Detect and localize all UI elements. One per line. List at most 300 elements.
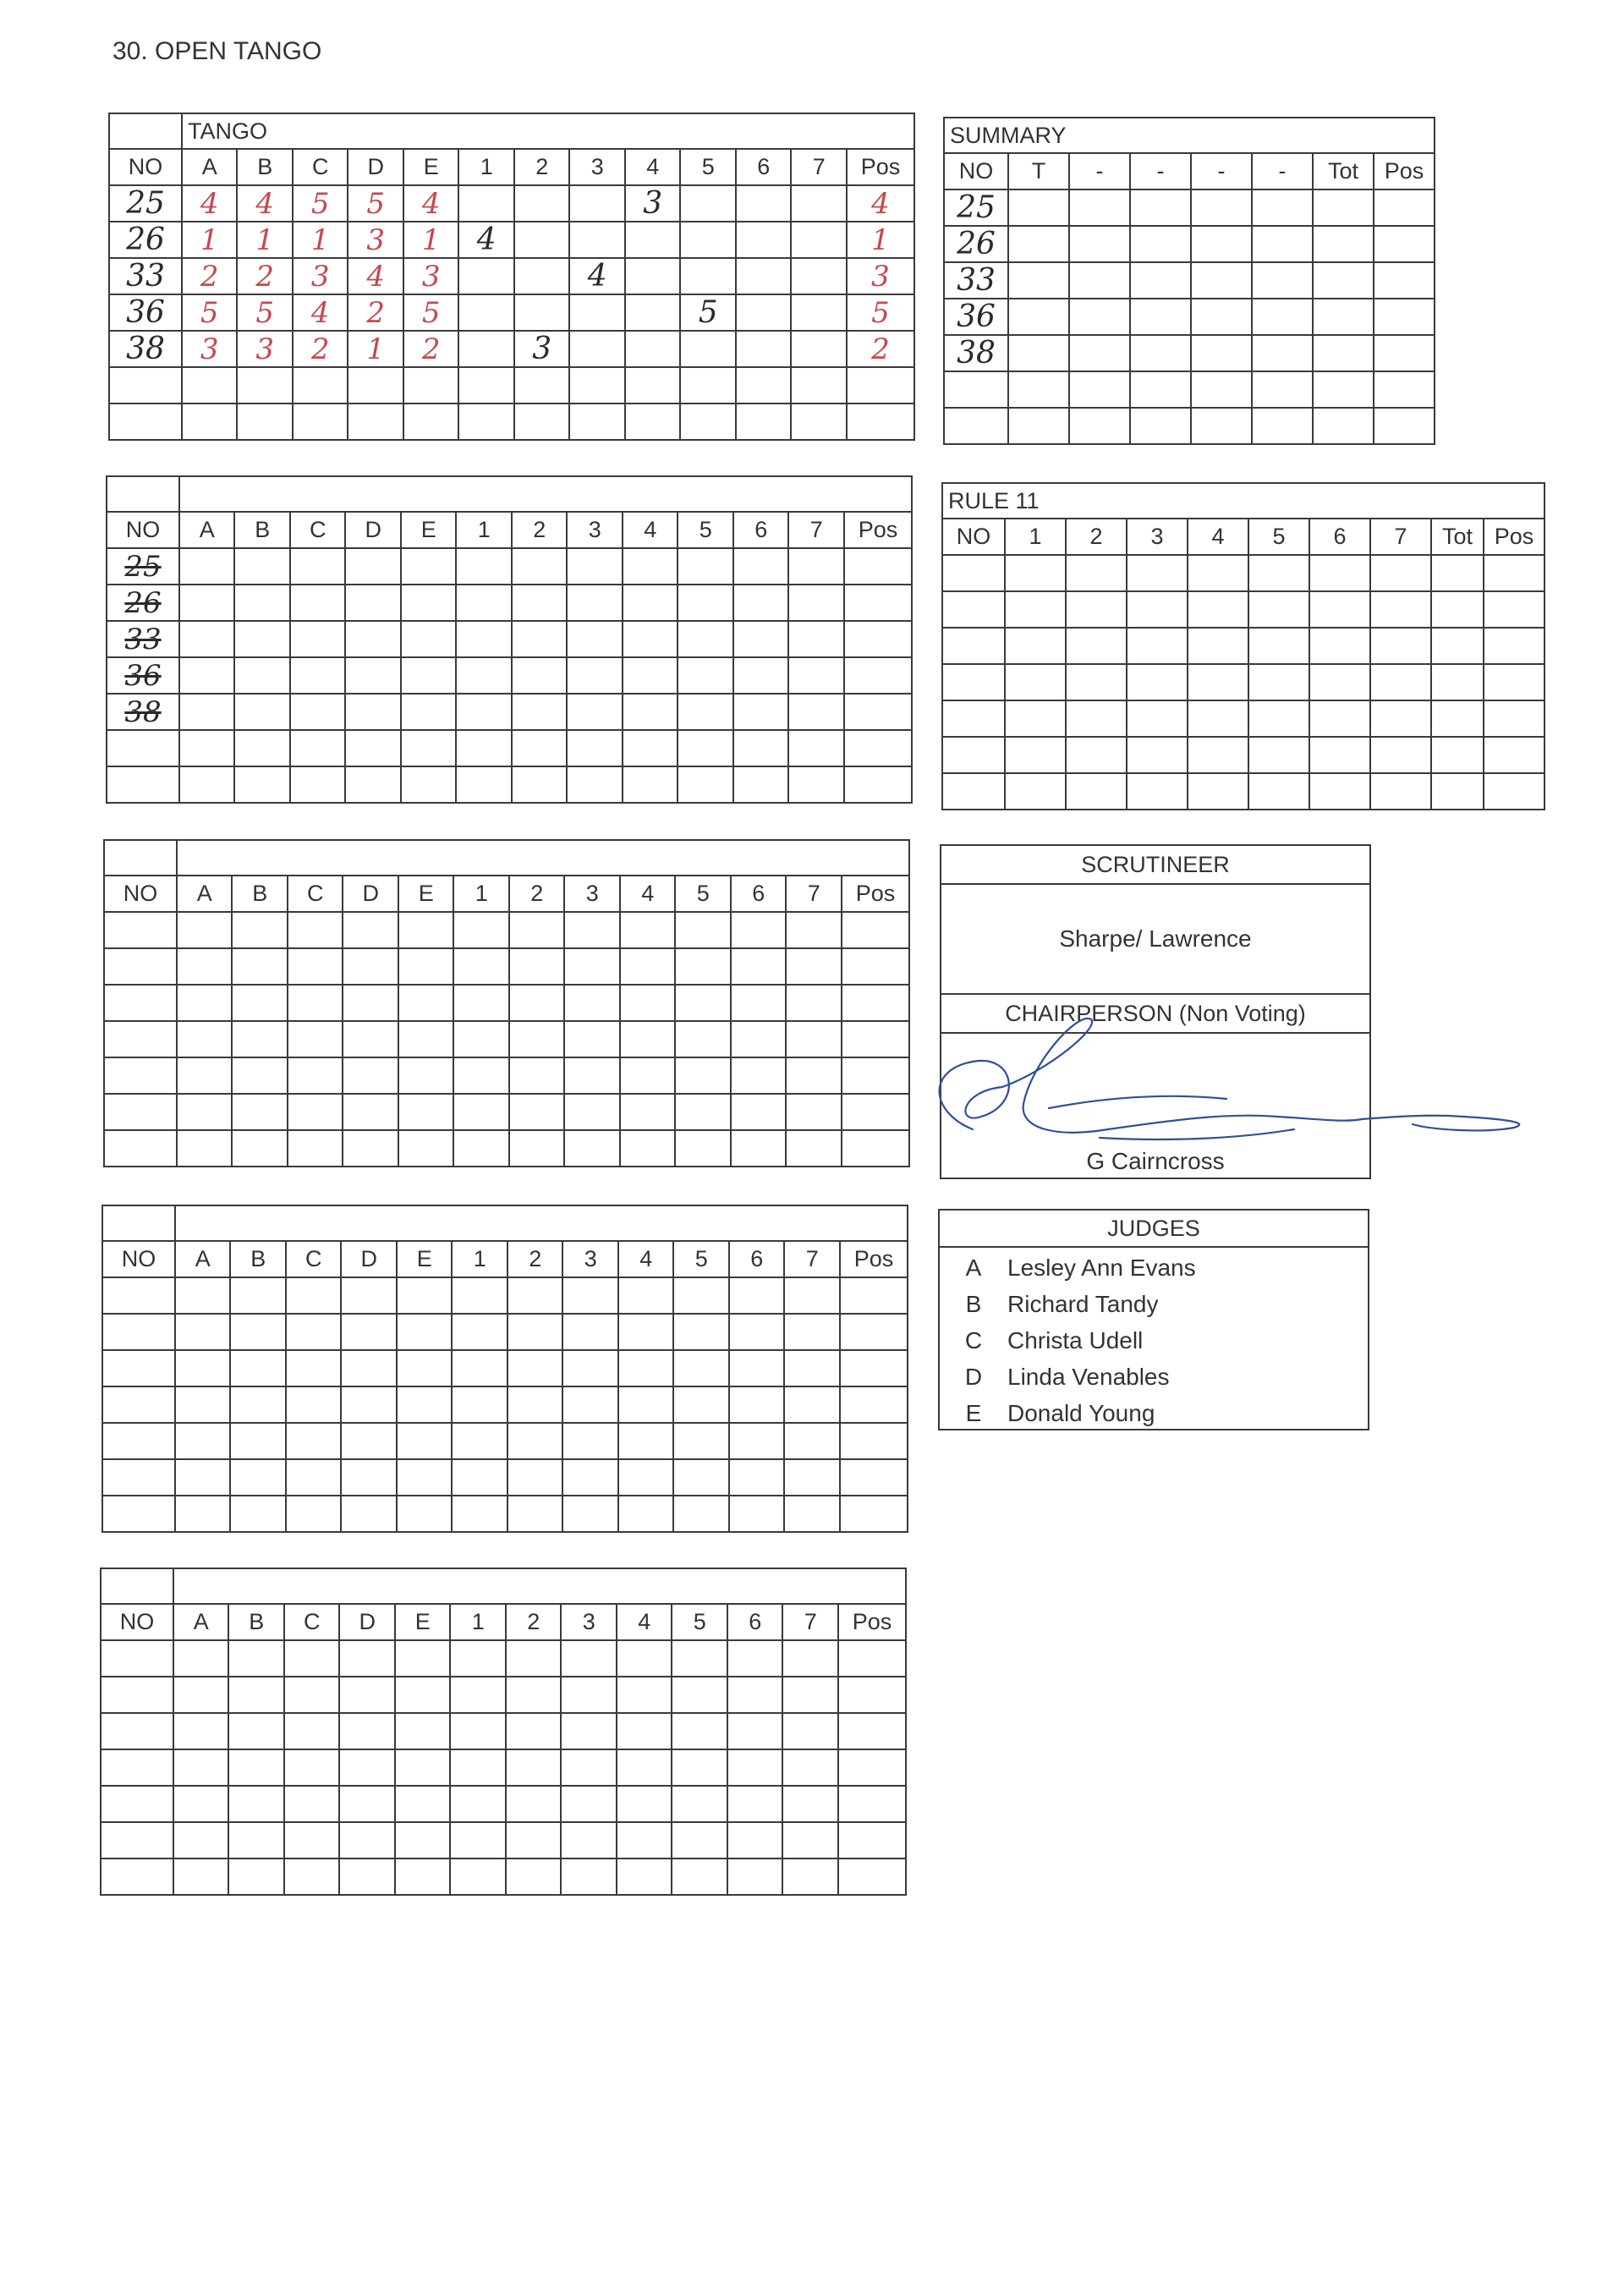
mark-cell xyxy=(844,621,912,657)
mark-cell xyxy=(784,1496,840,1532)
rule11-cell xyxy=(942,628,1005,664)
mark-cell xyxy=(339,1640,395,1677)
mark-cell xyxy=(401,657,457,694)
rule11-cell xyxy=(1188,737,1248,773)
mark-cell xyxy=(348,222,403,258)
mark-cell xyxy=(397,1459,453,1496)
mark-cell xyxy=(458,185,514,222)
summary-cell xyxy=(1191,335,1252,371)
judge-mark: 3 xyxy=(200,332,219,366)
mark-cell xyxy=(736,331,792,367)
summary-cell xyxy=(1130,371,1191,408)
mark-cell xyxy=(509,1021,565,1057)
mark-cell xyxy=(104,948,177,985)
mark-cell xyxy=(840,1314,908,1350)
col-header: NO xyxy=(944,153,1008,189)
summary-cell xyxy=(1069,226,1130,262)
mark-cell xyxy=(293,294,348,331)
mark-cell xyxy=(102,1314,175,1350)
mark-cell xyxy=(678,730,733,766)
struck-couple-number: 25 xyxy=(124,549,162,584)
table-row xyxy=(102,1459,908,1496)
mark-cell xyxy=(736,222,792,258)
mark-cell xyxy=(838,1749,906,1786)
mark-cell xyxy=(230,1459,286,1496)
mark-cell xyxy=(727,1640,783,1677)
struck-couple-number: 26 xyxy=(124,585,162,620)
mark-cell xyxy=(109,185,182,222)
mark-cell xyxy=(623,657,678,694)
col-header: 1 xyxy=(450,1604,506,1640)
struck-couple-number: 36 xyxy=(124,658,162,693)
summary-cell xyxy=(1069,189,1130,226)
mark-cell xyxy=(286,1314,342,1350)
mark-cell xyxy=(512,548,568,585)
mark-cell xyxy=(348,185,403,222)
mark-cell xyxy=(109,222,182,258)
mark-cell xyxy=(620,1057,676,1094)
summary-cell xyxy=(1191,262,1252,299)
mark-cell xyxy=(234,694,290,730)
mark-cell xyxy=(182,331,238,367)
col-header: D xyxy=(343,876,398,912)
mark-cell xyxy=(561,1859,617,1895)
mark-cell xyxy=(109,367,182,404)
rule11-table xyxy=(941,482,1545,810)
sheet-dance-title xyxy=(175,1205,908,1241)
judge-mark: 3 xyxy=(421,259,441,294)
mark-cell xyxy=(286,1459,342,1496)
mark-cell xyxy=(452,1314,508,1350)
table-row xyxy=(107,585,912,621)
couple-number: 38 xyxy=(126,332,165,366)
mark-cell xyxy=(179,694,235,730)
mark-cell xyxy=(234,621,290,657)
summary-cell xyxy=(1374,408,1435,444)
mark-cell xyxy=(569,294,625,331)
mark-cell xyxy=(179,657,235,694)
mark-cell xyxy=(237,294,293,331)
mark-cell xyxy=(509,1130,565,1167)
mark-cell xyxy=(398,1094,454,1130)
rule11-cell xyxy=(1484,555,1544,591)
rule11-cell xyxy=(1370,700,1431,737)
mark-cell xyxy=(395,1640,451,1677)
col-header: 4 xyxy=(617,1604,672,1640)
summary-cell xyxy=(1130,299,1191,335)
mark-cell xyxy=(561,1786,617,1822)
mark-cell xyxy=(397,1423,453,1459)
rule11-cell xyxy=(1484,591,1544,628)
mark-cell xyxy=(736,367,792,404)
mark-cell xyxy=(729,1350,785,1386)
mark-cell xyxy=(177,1130,233,1167)
mark-cell xyxy=(509,948,565,985)
col-header: B xyxy=(232,876,288,912)
mark-cell xyxy=(617,1822,672,1859)
mark-cell xyxy=(104,985,177,1021)
mark-cell xyxy=(453,1130,509,1167)
mark-cell xyxy=(456,548,512,585)
sheet-corner-cell xyxy=(107,476,179,512)
mark-cell xyxy=(788,730,844,766)
mark-cell xyxy=(567,657,623,694)
col-header: Pos xyxy=(844,512,912,548)
mark-cell xyxy=(101,1749,173,1786)
mark-cell xyxy=(672,1713,727,1749)
col-header: E xyxy=(397,1241,453,1277)
mark-cell xyxy=(175,1423,231,1459)
rule11-cell xyxy=(1005,773,1066,810)
col-header: 7 xyxy=(786,876,842,912)
mark-cell xyxy=(678,585,733,621)
mark-cell xyxy=(286,1350,342,1386)
mark-cell xyxy=(847,294,914,331)
mark-cell xyxy=(343,985,398,1021)
mark-cell xyxy=(343,1057,398,1094)
mark-cell xyxy=(290,548,346,585)
mark-cell xyxy=(625,258,681,294)
mark-cell xyxy=(620,912,676,948)
summary-cell xyxy=(1252,262,1313,299)
mark-cell xyxy=(452,1386,508,1423)
table-row xyxy=(101,1640,906,1677)
mark-cell xyxy=(341,1496,397,1532)
summary-cell xyxy=(944,226,1008,262)
mark-cell xyxy=(675,1057,731,1094)
rule11-cell xyxy=(1005,628,1066,664)
mark-cell xyxy=(733,694,789,730)
mark-cell xyxy=(678,694,733,730)
col-header: - xyxy=(1069,153,1130,189)
mark-cell xyxy=(179,621,235,657)
mark-cell xyxy=(729,1277,785,1314)
summary-cell xyxy=(944,189,1008,226)
table-row xyxy=(104,1021,909,1057)
mark-cell xyxy=(844,585,912,621)
placing: 2 xyxy=(871,332,890,366)
mark-cell xyxy=(623,730,678,766)
mark-cell xyxy=(398,1021,454,1057)
rule11-cell xyxy=(1127,773,1188,810)
col-header: 5 xyxy=(675,876,731,912)
mark-cell xyxy=(293,404,348,440)
mark-cell xyxy=(620,985,676,1021)
table-row xyxy=(107,730,912,766)
mark-cell xyxy=(341,1459,397,1496)
col-header: B xyxy=(228,1604,284,1640)
mark-cell xyxy=(733,585,789,621)
summary-cell xyxy=(1191,408,1252,444)
mark-cell xyxy=(450,1822,506,1859)
mark-cell xyxy=(623,621,678,657)
table-row xyxy=(942,591,1544,628)
struck-couple-number: 33 xyxy=(124,622,162,656)
mark-cell xyxy=(673,1277,729,1314)
rule11-cell xyxy=(1188,664,1248,700)
col-header: Pos xyxy=(842,876,909,912)
mark-cell xyxy=(395,1713,451,1749)
mark-cell xyxy=(179,585,235,621)
rule11-cell xyxy=(1370,591,1431,628)
judge-mark: 5 xyxy=(421,295,441,330)
table-row xyxy=(109,367,914,404)
mark-cell xyxy=(847,258,914,294)
mark-cell xyxy=(102,1277,175,1314)
col-header: NO xyxy=(107,512,179,548)
col-header: E xyxy=(401,512,457,548)
mark-cell xyxy=(512,730,568,766)
mark-cell xyxy=(345,585,401,621)
mark-cell xyxy=(228,1822,284,1859)
sheet-header-row xyxy=(101,1604,906,1640)
judge-mark: 4 xyxy=(366,259,386,294)
mark-cell xyxy=(840,1459,908,1496)
mark-cell xyxy=(177,985,233,1021)
mark-cell xyxy=(620,1094,676,1130)
table-row xyxy=(104,1130,909,1167)
rule11-cell xyxy=(1127,628,1188,664)
mark-cell xyxy=(562,1386,618,1423)
summary-cell xyxy=(1008,408,1069,444)
col-header: A xyxy=(182,149,238,185)
rule11-cell xyxy=(1005,591,1066,628)
mark-cell xyxy=(786,1021,842,1057)
mark-cell xyxy=(456,730,512,766)
mark-cell xyxy=(234,585,290,621)
mark-cell xyxy=(456,621,512,657)
rule11-cell xyxy=(1066,700,1127,737)
mark-cell xyxy=(453,985,509,1021)
mark-cell xyxy=(508,1277,563,1314)
mark-cell xyxy=(567,766,623,803)
judge-mark: 2 xyxy=(366,295,386,330)
mark-cell xyxy=(450,1786,506,1822)
mark-cell xyxy=(401,766,457,803)
summary-cell xyxy=(1191,226,1252,262)
mark-cell xyxy=(395,1786,451,1822)
table-row xyxy=(107,694,912,730)
rule11-cell xyxy=(1188,628,1248,664)
mark-cell xyxy=(284,1786,340,1822)
col-header: 2 xyxy=(512,512,568,548)
mark-cell xyxy=(675,985,731,1021)
mark-cell xyxy=(514,258,570,294)
mark-cell xyxy=(177,1057,233,1094)
chairperson-heading: CHAIRPERSON (Non Voting) xyxy=(941,995,1369,1034)
mark-cell xyxy=(512,621,568,657)
mark-cell xyxy=(104,1130,177,1167)
mark-cell xyxy=(453,948,509,985)
rule11-cell xyxy=(1431,664,1484,700)
mark-cell xyxy=(395,1749,451,1786)
sheet-corner-cell xyxy=(101,1568,173,1604)
mark-cell xyxy=(173,1640,229,1677)
mark-cell xyxy=(182,258,238,294)
sheet-title-row xyxy=(107,476,912,512)
mark-cell xyxy=(228,1640,284,1677)
col-header: C xyxy=(293,149,348,185)
mark-cell xyxy=(620,1130,676,1167)
judge-row xyxy=(940,1322,1368,1359)
mark-cell xyxy=(107,766,179,803)
table-row xyxy=(101,1677,906,1713)
mark-cell xyxy=(104,1094,177,1130)
mark-cell xyxy=(561,1822,617,1859)
mark-cell xyxy=(731,1021,787,1057)
sheet-title-row xyxy=(109,113,914,149)
mark-cell xyxy=(727,1677,783,1713)
mark-cell xyxy=(104,912,177,948)
mark-cell xyxy=(456,585,512,621)
summary-header-row xyxy=(944,153,1435,189)
mark-cell xyxy=(791,222,847,258)
mark-cell xyxy=(791,367,847,404)
col-header: 1 xyxy=(453,876,509,912)
rule11-cell xyxy=(1370,773,1431,810)
mark-cell xyxy=(675,1130,731,1167)
col-header: 2 xyxy=(509,876,565,912)
mark-cell xyxy=(341,1386,397,1423)
mark-cell xyxy=(788,585,844,621)
mark-cell xyxy=(284,1640,340,1677)
mark-cell xyxy=(401,548,457,585)
mark-cell xyxy=(288,948,343,985)
table-row xyxy=(109,404,914,440)
rule11-cell xyxy=(1309,628,1370,664)
mark-cell xyxy=(232,1130,288,1167)
mark-cell xyxy=(177,912,233,948)
mark-cell xyxy=(293,367,348,404)
col-header: 2 xyxy=(506,1604,562,1640)
mark-cell xyxy=(838,1640,906,1677)
col-header: 6 xyxy=(727,1604,783,1640)
summary-cell xyxy=(1130,189,1191,226)
mark-cell xyxy=(782,1822,838,1859)
col-header: Pos xyxy=(1484,519,1544,555)
summary-cell xyxy=(1374,335,1435,371)
mark-cell xyxy=(509,985,565,1021)
judge-name: Linda Venables xyxy=(1007,1364,1170,1390)
mark-cell xyxy=(182,404,238,440)
mark-cell xyxy=(847,404,914,440)
mark-cell xyxy=(731,948,787,985)
mark-cell xyxy=(288,1021,343,1057)
judge-mark: 1 xyxy=(200,222,219,257)
mark-cell xyxy=(675,1094,731,1130)
judge-mark: 5 xyxy=(200,295,219,330)
mark-cell xyxy=(844,766,912,803)
mark-cell xyxy=(782,1749,838,1786)
mark-cell xyxy=(678,548,733,585)
col-header: Pos xyxy=(838,1604,906,1640)
summary-cell xyxy=(1130,408,1191,444)
mark-cell xyxy=(232,1057,288,1094)
mark-cell xyxy=(506,1859,562,1895)
mark-cell xyxy=(672,1822,727,1859)
mark-cell xyxy=(729,1386,785,1423)
summary-table xyxy=(943,117,1435,445)
mark-cell xyxy=(182,367,238,404)
mark-cell xyxy=(343,948,398,985)
majority-count: 4 xyxy=(587,259,607,294)
rule11-cell xyxy=(1248,591,1309,628)
col-header: 1 xyxy=(1005,519,1066,555)
mark-cell xyxy=(175,1496,231,1532)
mark-cell xyxy=(731,985,787,1021)
couple-number: 25 xyxy=(126,186,165,221)
col-header: 6 xyxy=(733,512,789,548)
rule11-cell xyxy=(1309,773,1370,810)
rule11-cell xyxy=(1248,700,1309,737)
sheet-dance-title xyxy=(179,476,912,512)
mark-cell xyxy=(618,1350,674,1386)
mark-cell xyxy=(234,730,290,766)
summary-title-row xyxy=(944,118,1435,153)
mark-cell xyxy=(617,1640,672,1677)
col-header: 6 xyxy=(1309,519,1370,555)
mark-cell xyxy=(514,404,570,440)
col-header: 6 xyxy=(729,1241,785,1277)
mark-cell xyxy=(284,1749,340,1786)
judge-mark: 5 xyxy=(255,295,275,330)
mark-cell xyxy=(844,694,912,730)
mark-cell xyxy=(398,985,454,1021)
mark-cell xyxy=(784,1314,840,1350)
mark-cell xyxy=(561,1640,617,1677)
col-header: B xyxy=(230,1241,286,1277)
col-header: 4 xyxy=(625,149,681,185)
mark-cell xyxy=(107,657,179,694)
mark-cell xyxy=(788,766,844,803)
mark-cell xyxy=(290,694,346,730)
couple-number: 33 xyxy=(957,263,996,298)
mark-cell xyxy=(232,912,288,948)
mark-cell xyxy=(842,1057,909,1094)
mark-cell xyxy=(453,912,509,948)
table-row xyxy=(104,948,909,985)
mark-cell xyxy=(791,404,847,440)
rule11-cell xyxy=(1248,664,1309,700)
summary-cell xyxy=(1313,299,1374,335)
mark-cell xyxy=(672,1859,727,1895)
summary-cell xyxy=(1313,371,1374,408)
mark-cell xyxy=(102,1459,175,1496)
col-header: 5 xyxy=(678,512,733,548)
judge-mark: 4 xyxy=(310,295,330,330)
table-row xyxy=(942,628,1544,664)
judges-box xyxy=(938,1209,1369,1430)
mark-cell xyxy=(452,1277,508,1314)
summary-cell xyxy=(1313,189,1374,226)
mark-cell xyxy=(288,1094,343,1130)
rule11-cell xyxy=(942,737,1005,773)
summary-cell xyxy=(1008,335,1069,371)
mark-cell xyxy=(397,1496,453,1532)
summary-cell xyxy=(1008,226,1069,262)
mark-cell xyxy=(514,367,570,404)
col-header: 3 xyxy=(561,1604,617,1640)
mark-cell xyxy=(104,1021,177,1057)
judge-letter: C xyxy=(964,1327,983,1353)
mark-cell xyxy=(102,1496,175,1532)
table-row xyxy=(104,912,909,948)
mark-cell xyxy=(567,621,623,657)
mark-cell xyxy=(175,1386,231,1423)
mark-cell xyxy=(101,1859,173,1895)
mark-cell xyxy=(508,1459,563,1496)
col-header: 3 xyxy=(1127,519,1188,555)
